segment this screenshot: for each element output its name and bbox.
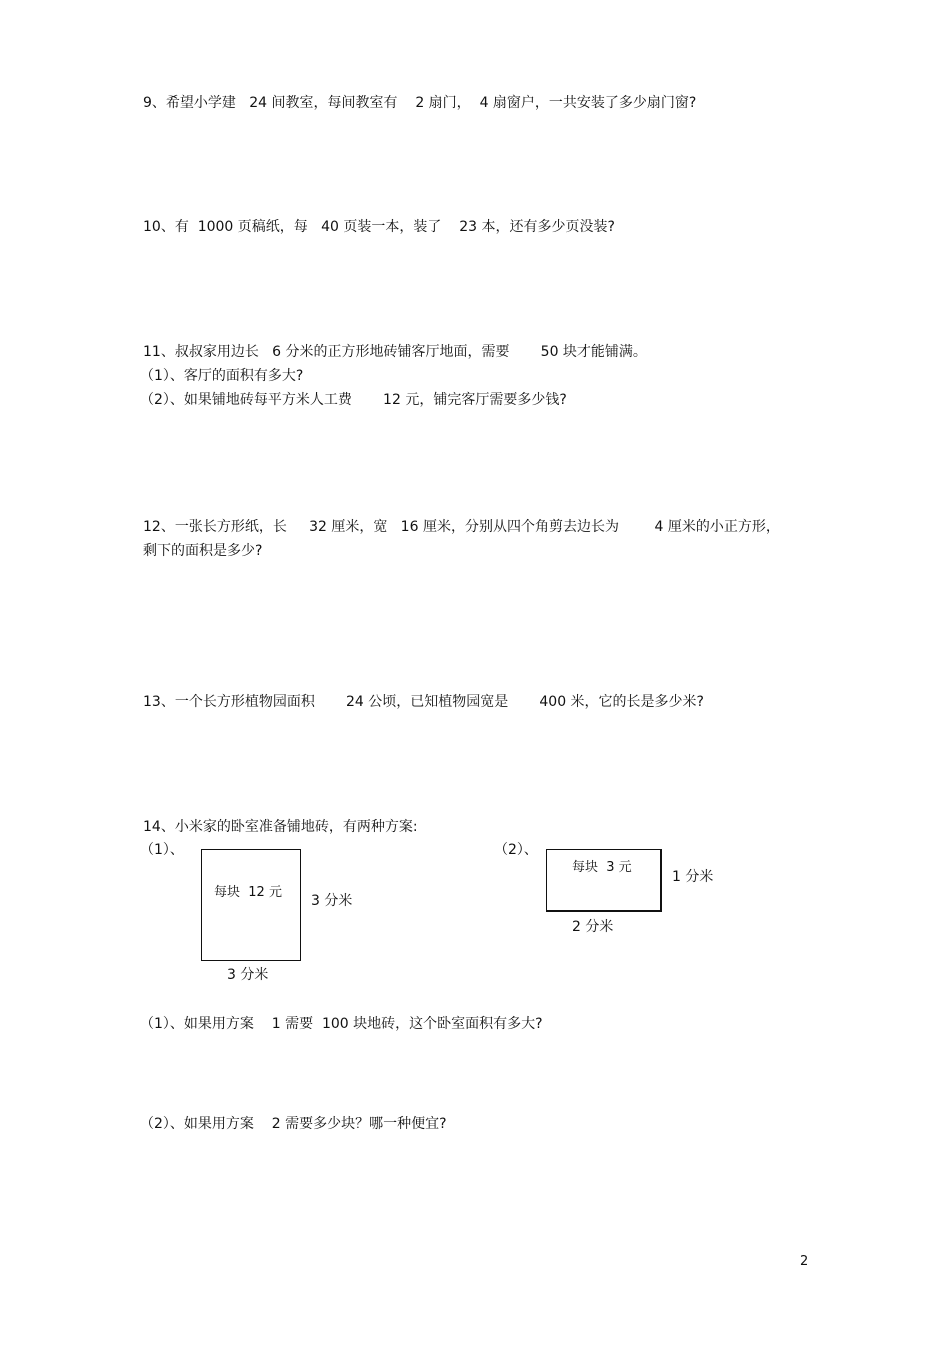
plan-2-label: （2）、 [494,842,538,858]
question-14-sub-2: （2）、如果用方案 2 需要多少块？哪一种便宜? [140,1116,447,1132]
plan-1-side-length: 3 分米 [311,893,353,909]
plan-1-label: （1）、 [140,842,184,858]
question-13: 13、一个长方形植物园面积 24 公顷，已知植物园宽是 400 米，它的长是多少米? [143,694,704,710]
plan-1-tile-diagram [201,849,301,961]
plan-2-tile-price: 每块 3 元 [572,860,632,875]
question-9: 9、希望小学建 24 间教室，每间教室有 2 扇门， 4 扇窗户，一共安装了多少扇门窗? [143,95,697,111]
plan-1-tile-price: 每块 12 元 [214,885,282,900]
question-11-part-1: （1）、客厅的面积有多大? [140,368,304,384]
plan-2-tile-diagram [546,849,662,912]
question-14-stem: 14、小米家的卧室准备铺地砖，有两种方案: [143,819,418,835]
question-12-line-2: 剩下的面积是多少? [143,543,263,559]
page-number: 2 [800,1254,809,1269]
question-14-sub-1: （1）、如果用方案 1 需要 100 块地砖，这个卧室面积有多大? [140,1016,543,1032]
plan-2-bottom-length: 2 分米 [572,919,614,935]
question-12-line-1: 12、一张长方形纸，长 32 厘米，宽 16 厘米，分别从四个角剪去边长为 4 厘米的小正方形， [143,519,780,535]
plan-2-side-length: 1 分米 [672,869,714,885]
question-10: 10、有 1000 页稿纸，每 40 页装一本，装了 23 本，还有多少页没装? [143,219,615,235]
question-11-part-2: （2）、如果铺地砖每平方米人工费 12 元，铺完客厅需要多少钱? [140,392,567,408]
question-11-stem: 11、叔叔家用边长 6 分米的正方形地砖铺客厅地面，需要 50 块才能铺满。 [143,344,647,360]
plan-1-bottom-length: 3 分米 [227,967,269,983]
